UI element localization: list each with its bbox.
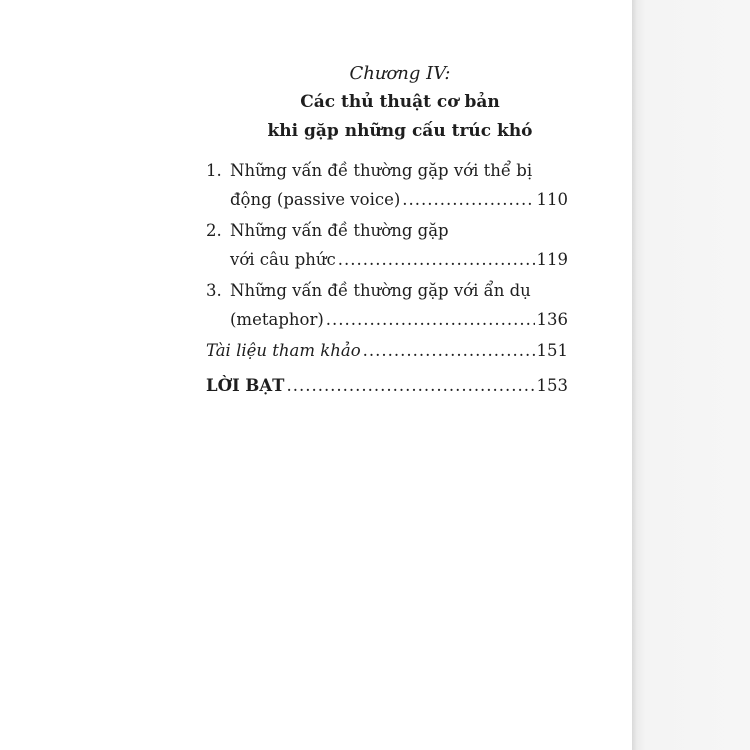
toc-entry-page: 136 <box>536 310 568 329</box>
toc-entry-title: Những vấn đề thường gặp <box>230 221 449 240</box>
toc-entry-references[interactable] <box>206 336 568 365</box>
chapter-title-line-1: Các thủ thuật cơ bản <box>300 92 500 112</box>
toc-entry[interactable] <box>206 276 568 334</box>
afterword-title: LỜI BẠT <box>206 376 285 395</box>
toc-entry-title-cont: động (passive voice) <box>230 190 401 209</box>
toc-entry-number: 2. <box>206 221 222 240</box>
toc-entry[interactable] <box>206 216 568 274</box>
references-title: Tài liệu tham khảo <box>206 341 361 360</box>
toc-list <box>206 156 568 400</box>
table-of-contents <box>206 60 568 400</box>
toc-entry-afterword[interactable] <box>206 371 568 400</box>
leader-dots <box>402 185 534 214</box>
chapter-label: Chương IV: <box>349 63 451 84</box>
afterword-page: 153 <box>536 376 568 395</box>
page-edge-shadow <box>632 0 750 750</box>
toc-entry-title: Những vấn đề thường gặp với ẩn dụ <box>230 281 531 300</box>
toc-entry-title-cont: với câu phức <box>230 250 336 269</box>
leader-dots <box>286 371 534 400</box>
chapter-title-line-2: khi gặp những cấu trúc khó <box>267 121 533 141</box>
toc-entry[interactable] <box>206 156 568 214</box>
toc-entry-number: 1. <box>206 161 222 180</box>
leader-dots <box>338 245 535 274</box>
toc-entry-page: 110 <box>536 190 568 209</box>
toc-entry-title: Những vấn đề thường gặp với thể bị <box>230 161 533 180</box>
toc-entry-page: 119 <box>536 250 568 269</box>
toc-entry-number: 3. <box>206 281 222 300</box>
references-page: 151 <box>536 341 568 360</box>
leader-dots <box>363 336 535 365</box>
leader-dots <box>326 305 535 334</box>
toc-entry-title-cont: (metaphor) <box>230 310 324 329</box>
